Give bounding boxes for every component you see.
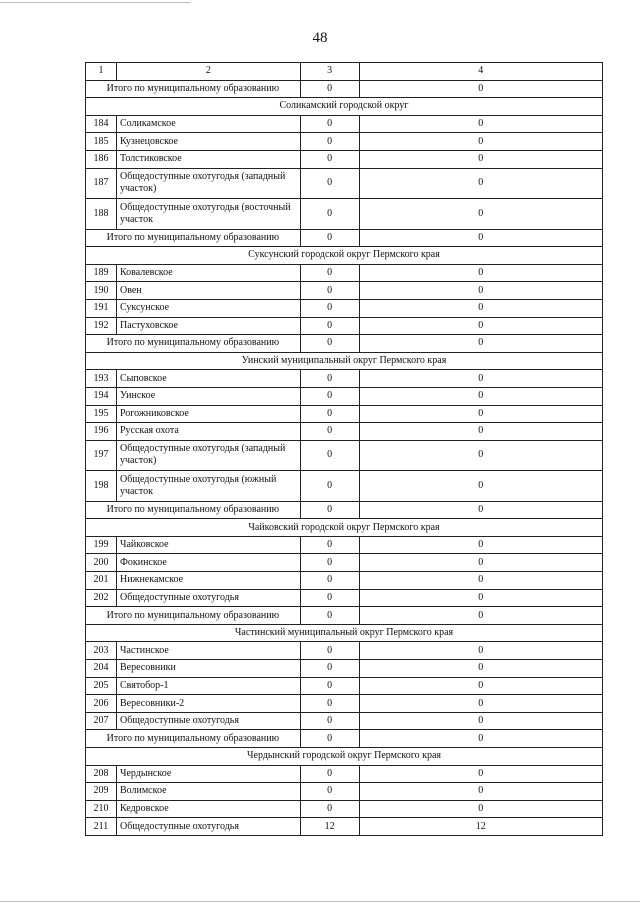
total-column-4-value: 0 [359, 501, 602, 519]
column-4-value: 0 [359, 150, 602, 168]
column-3-value: 0 [300, 115, 359, 133]
row-number: 209 [86, 783, 117, 801]
table-row [86, 282, 603, 300]
column-3-value: 0 [300, 264, 359, 282]
row-number: 201 [86, 572, 117, 590]
row-number: 210 [86, 800, 117, 818]
column-3-value: 0 [300, 572, 359, 590]
hunting-ground-name: Общедоступные охотугодья (западный участок) [116, 168, 300, 199]
column-3-value: 0 [300, 133, 359, 151]
section-title: Частинский муниципальный округ Пермского края [86, 624, 603, 642]
column-4-value: 0 [359, 282, 602, 300]
column-4-value: 0 [359, 783, 602, 801]
total-column-3-value: 0 [300, 80, 359, 98]
header-row [86, 63, 603, 81]
column-3-value: 0 [300, 440, 359, 471]
row-number: 192 [86, 317, 117, 335]
table-row [86, 317, 603, 335]
section-header-row [86, 624, 603, 642]
table-row [86, 133, 603, 151]
column-4-value: 0 [359, 677, 602, 695]
total-label: Итого по муниципальному образованию [86, 730, 301, 748]
total-row [86, 335, 603, 353]
column-4-value: 0 [359, 317, 602, 335]
column-3-value: 0 [300, 536, 359, 554]
column-3-value: 0 [300, 150, 359, 168]
hunting-ground-name: Русская охота [116, 423, 300, 441]
table-row [86, 440, 603, 471]
total-column-3-value: 0 [300, 607, 359, 625]
row-number: 186 [86, 150, 117, 168]
total-column-4-value: 0 [359, 229, 602, 247]
table-row [86, 199, 603, 230]
hunting-ground-name: Кузнецовское [116, 133, 300, 151]
column-4-value: 0 [359, 168, 602, 199]
section-title: Соликамский городской округ [86, 98, 603, 116]
section-header-row [86, 247, 603, 265]
hunting-ground-name: Чердынское [116, 765, 300, 783]
column-3-value: 0 [300, 642, 359, 660]
row-number: 189 [86, 264, 117, 282]
section-title: Суксунский городской округ Пермского края [86, 247, 603, 265]
column-3-value: 0 [300, 299, 359, 317]
column-4-value: 0 [359, 695, 602, 713]
hunting-ground-name: Суксунское [116, 299, 300, 317]
row-number: 196 [86, 423, 117, 441]
total-label: Итого по муниципальному образованию [86, 80, 301, 98]
table-row [86, 818, 603, 836]
hunting-ground-name: Вересовники-2 [116, 695, 300, 713]
row-number: 206 [86, 695, 117, 713]
page-number: 48 [312, 30, 328, 46]
total-row [86, 80, 603, 98]
column-3-value: 12 [300, 818, 359, 836]
table-row [86, 554, 603, 572]
row-number: 204 [86, 660, 117, 678]
row-number: 184 [86, 115, 117, 133]
total-label: Итого по муниципальному образованию [86, 229, 301, 247]
column-4-value: 0 [359, 133, 602, 151]
table-row [86, 471, 603, 502]
hunting-ground-name: Волимское [116, 783, 300, 801]
column-4-value: 0 [359, 405, 602, 423]
column-4-value: 0 [359, 264, 602, 282]
table-row [86, 387, 603, 405]
column-3-value: 0 [300, 677, 359, 695]
total-column-3-value: 0 [300, 335, 359, 353]
row-number: 193 [86, 370, 117, 388]
column-4-value: 0 [359, 299, 602, 317]
row-number: 208 [86, 765, 117, 783]
row-number: 200 [86, 554, 117, 572]
column-4-value: 0 [359, 115, 602, 133]
row-number: 185 [86, 133, 117, 151]
table-row [86, 168, 603, 199]
column-4-value: 12 [359, 818, 602, 836]
column-4-value: 0 [359, 199, 602, 230]
table-row [86, 589, 603, 607]
hunting-ground-name: Толстиковское [116, 150, 300, 168]
total-column-4-value: 0 [359, 80, 602, 98]
total-row [86, 607, 603, 625]
hunting-ground-name: Ковалевское [116, 264, 300, 282]
hunting-ground-name: Уинское [116, 387, 300, 405]
column-4-value: 0 [359, 660, 602, 678]
total-column-3-value: 0 [300, 730, 359, 748]
column-3-value: 0 [300, 712, 359, 730]
table-row [86, 115, 603, 133]
hunting-ground-name: Общедоступные охотугодья [116, 818, 300, 836]
table-row [86, 712, 603, 730]
row-number: 202 [86, 589, 117, 607]
total-column-4-value: 0 [359, 607, 602, 625]
hunting-ground-name: Кедровское [116, 800, 300, 818]
column-4-value: 0 [359, 800, 602, 818]
column-4-value: 0 [359, 554, 602, 572]
section-header-row [86, 98, 603, 116]
column-4-value: 0 [359, 471, 602, 502]
row-number: 207 [86, 712, 117, 730]
table-row [86, 423, 603, 441]
column-4-value: 0 [359, 440, 602, 471]
column-3-value: 0 [300, 423, 359, 441]
scan-edge-line [0, 2, 190, 3]
row-number: 190 [86, 282, 117, 300]
hunting-ground-name: Сыповское [116, 370, 300, 388]
hunting-ground-name: Рогожниковское [116, 405, 300, 423]
total-row [86, 501, 603, 519]
column-3-value: 0 [300, 317, 359, 335]
column-4-value: 0 [359, 387, 602, 405]
row-number: 195 [86, 405, 117, 423]
table-row [86, 783, 603, 801]
total-label: Итого по муниципальному образованию [86, 501, 301, 519]
table-row [86, 299, 603, 317]
row-number: 194 [86, 387, 117, 405]
row-number: 205 [86, 677, 117, 695]
hunting-grounds-table [85, 62, 603, 836]
row-number: 187 [86, 168, 117, 199]
header-cell: 4 [359, 63, 602, 81]
header-cell: 1 [86, 63, 117, 81]
hunting-ground-name: Общедоступные охотугодья [116, 589, 300, 607]
hunting-ground-name: Общедоступные охотугодья (южный участок [116, 471, 300, 502]
table-row [86, 677, 603, 695]
column-3-value: 0 [300, 405, 359, 423]
column-3-value: 0 [300, 695, 359, 713]
table-row [86, 150, 603, 168]
table-row [86, 536, 603, 554]
hunting-ground-name: Фокинское [116, 554, 300, 572]
hunting-ground-name: Нижнекамское [116, 572, 300, 590]
column-4-value: 0 [359, 642, 602, 660]
section-header-row [86, 352, 603, 370]
hunting-ground-name: Святобор-1 [116, 677, 300, 695]
total-column-4-value: 0 [359, 335, 602, 353]
hunting-ground-name: Частинское [116, 642, 300, 660]
total-label: Итого по муниципальному образованию [86, 607, 301, 625]
column-3-value: 0 [300, 765, 359, 783]
total-column-4-value: 0 [359, 730, 602, 748]
column-3-value: 0 [300, 168, 359, 199]
table-row [86, 370, 603, 388]
column-3-value: 0 [300, 370, 359, 388]
row-number: 198 [86, 471, 117, 502]
table-row [86, 642, 603, 660]
table-row [86, 264, 603, 282]
section-title: Уинский муниципальный округ Пермского края [86, 352, 603, 370]
column-3-value: 0 [300, 589, 359, 607]
total-column-3-value: 0 [300, 229, 359, 247]
table-row [86, 695, 603, 713]
column-4-value: 0 [359, 765, 602, 783]
column-3-value: 0 [300, 554, 359, 572]
row-number: 191 [86, 299, 117, 317]
hunting-ground-name: Пастуховское [116, 317, 300, 335]
table-row [86, 572, 603, 590]
column-3-value: 0 [300, 800, 359, 818]
total-row [86, 730, 603, 748]
total-label: Итого по муниципальному образованию [86, 335, 301, 353]
header-cell: 2 [116, 63, 300, 81]
hunting-ground-name: Общедоступные охотугодья (западный участок) [116, 440, 300, 471]
section-title: Чердынский городской округ Пермского края [86, 748, 603, 766]
column-3-value: 0 [300, 783, 359, 801]
hunting-ground-name: Чайковское [116, 536, 300, 554]
column-3-value: 0 [300, 471, 359, 502]
hunting-ground-name: Соликамское [116, 115, 300, 133]
total-row [86, 229, 603, 247]
column-4-value: 0 [359, 589, 602, 607]
column-4-value: 0 [359, 712, 602, 730]
section-title: Чайковский городской округ Пермского края [86, 519, 603, 537]
table-row [86, 405, 603, 423]
scan-edge-line [0, 901, 640, 902]
row-number: 188 [86, 199, 117, 230]
column-3-value: 0 [300, 282, 359, 300]
column-3-value: 0 [300, 660, 359, 678]
row-number: 203 [86, 642, 117, 660]
column-3-value: 0 [300, 387, 359, 405]
row-number: 197 [86, 440, 117, 471]
hunting-ground-name: Овен [116, 282, 300, 300]
total-column-3-value: 0 [300, 501, 359, 519]
header-cell: 3 [300, 63, 359, 81]
column-4-value: 0 [359, 572, 602, 590]
table-row [86, 800, 603, 818]
hunting-ground-name: Вересовники [116, 660, 300, 678]
table-row [86, 660, 603, 678]
row-number: 211 [86, 818, 117, 836]
table-row [86, 765, 603, 783]
section-header-row [86, 519, 603, 537]
column-4-value: 0 [359, 423, 602, 441]
column-4-value: 0 [359, 370, 602, 388]
section-header-row [86, 748, 603, 766]
row-number: 199 [86, 536, 117, 554]
column-4-value: 0 [359, 536, 602, 554]
hunting-ground-name: Общедоступные охотугодья (восточный участок [116, 199, 300, 230]
hunting-ground-name: Общедоступные охотугодья [116, 712, 300, 730]
column-3-value: 0 [300, 199, 359, 230]
